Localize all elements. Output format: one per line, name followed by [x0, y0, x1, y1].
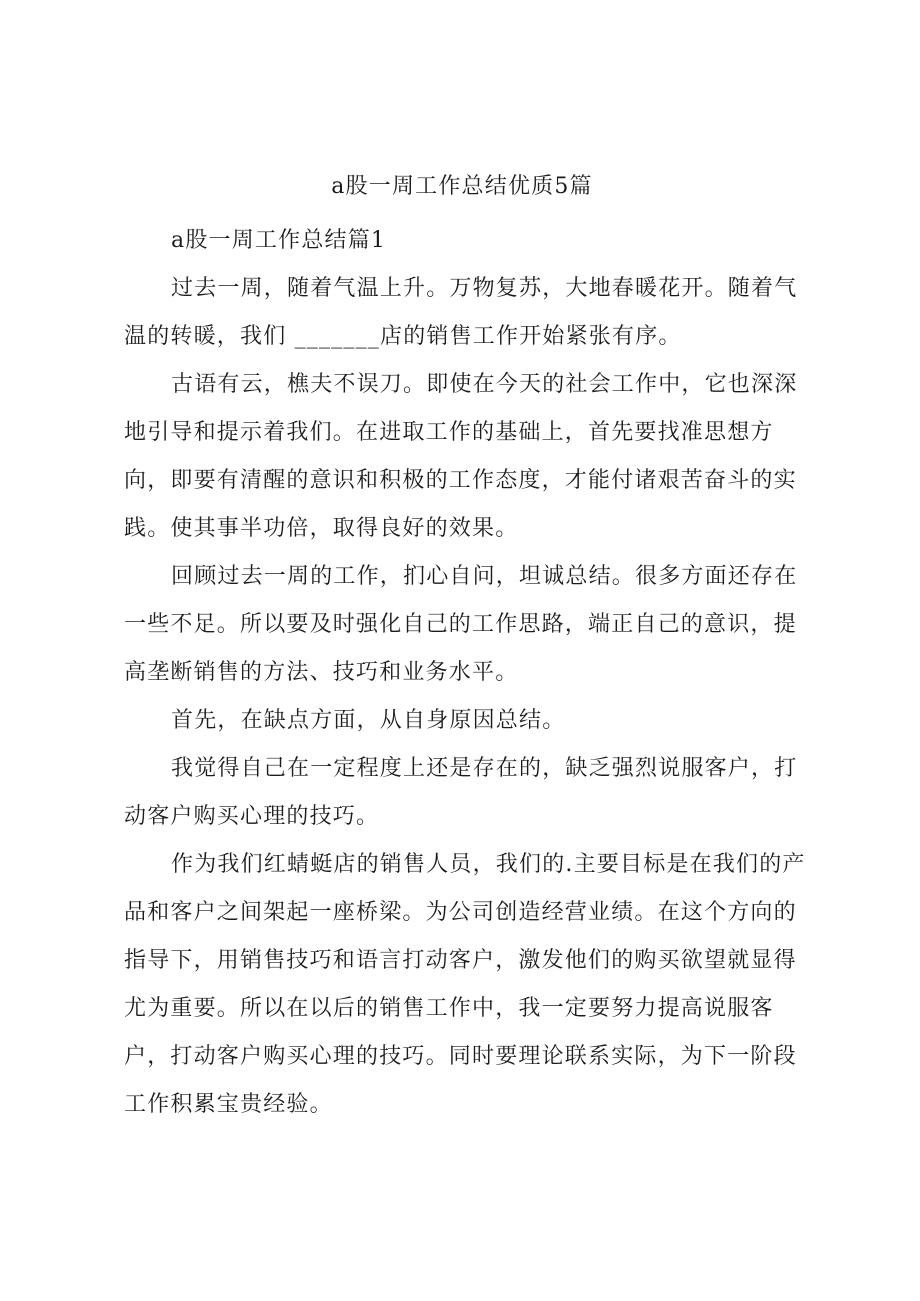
paragraph-line: 回顾过去一周的工作，扪心自问，坦诚总结。很多方面还存在: [171, 564, 798, 589]
paragraph-5: [124, 745, 824, 841]
paragraph-line: 一些不足。所以要及时强化自己的工作思路，端正自己的意识，提: [124, 612, 797, 637]
paragraph-line: 户，打动客户购买心理的技巧。同时要理论联系实际，为下一阶段: [124, 1044, 797, 1069]
paragraph-line: 地引导和提示着我们。在进取工作的基础上，首先要找准思想方: [124, 420, 774, 445]
paragraph-line: 过去一周，随着气温上升。万物复苏，大地春暖花开。随着气: [171, 276, 798, 301]
paragraph-3: [124, 553, 824, 697]
paragraph-line: 首先，在缺点方面，从自身原因总结。: [171, 708, 566, 733]
paragraph-line: 工作积累宝贵经验。: [124, 1092, 333, 1117]
paragraph-6: [124, 841, 824, 1129]
paragraph-line: 尤为重要。所以在以后的销售工作中，我一定要努力提高说服客: [124, 996, 774, 1021]
document-title: a股一周工作总结优质5篇: [331, 174, 593, 199]
paragraph-line: 指导下，用销售技巧和语言打动客户，激发他们的购买欲望就显得: [124, 948, 797, 973]
paragraph-4: [124, 697, 824, 745]
paragraph-2: [124, 361, 824, 553]
paragraph-line: 品和客户之间架起一座桥梁。为公司创造经营业绩。在这个方向的: [124, 900, 797, 925]
paragraph-1: [124, 265, 824, 361]
document-body: [124, 163, 824, 1129]
paragraph-line: 践。使其事半功倍，取得良好的效果。: [124, 516, 519, 541]
paragraph-line: 古语有云，樵夫不误刀。即使在今天的社会工作中，它也深深: [171, 372, 798, 397]
section-heading: a股一周工作总结篇1: [171, 228, 387, 253]
paragraph-line: 动客户购买心理的技巧。: [124, 804, 380, 829]
paragraph-line: 向，即要有清醒的意识和积极的工作态度，才能付诸艰苦奋斗的实: [124, 468, 797, 493]
paragraph-line: 我觉得自己在一定程度上还是存在的，缺乏强烈说服客户，打: [171, 756, 798, 781]
paragraph-line: 高垄断销售的方法、技巧和业务水平。: [124, 660, 519, 685]
paragraph-line: 作为我们红蜻蜓店的销售人员，我们的.主要目标是在我们的产: [171, 852, 806, 877]
paragraph-line: 温的转暖，我们 _______店的销售工作开始紧张有序。: [124, 324, 682, 349]
